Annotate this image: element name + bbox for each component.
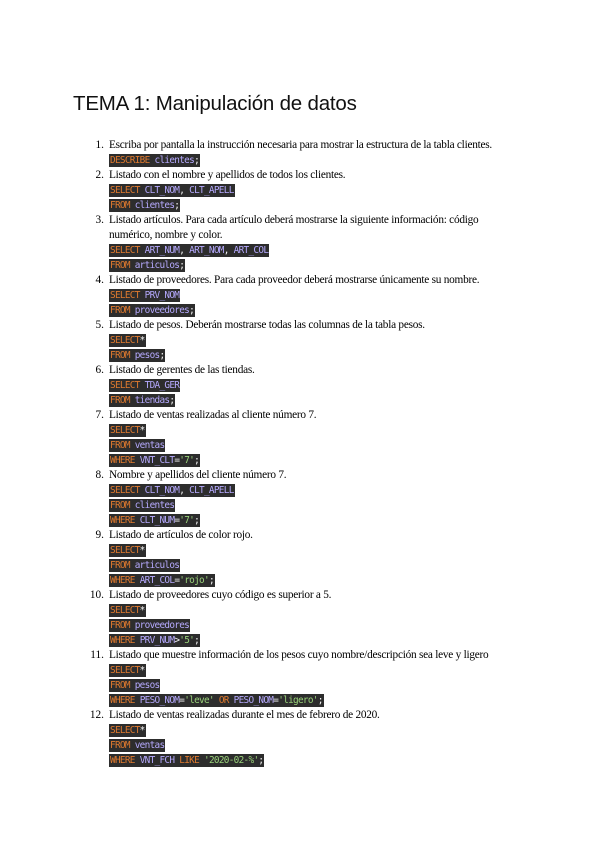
code-line [109,678,600,693]
code-line [109,393,600,408]
exercise-item [0,588,600,648]
sql-operator: * [139,725,145,736]
code-line [109,693,600,708]
code-line [109,573,600,588]
exercise-number: 8. [95,469,104,481]
exercise-item [0,273,600,318]
sql-code-block [109,754,264,767]
sql-identifier: CLT_APELL [189,485,234,496]
exercise-item [0,528,600,588]
code-line [109,258,600,273]
sql-code-block [109,349,165,362]
sql-identifier: PESO_NOM [139,695,180,706]
code-line [109,498,600,513]
sql-operator: ; [208,575,214,586]
sql-keyword: FROM [110,395,130,406]
sql-identifier: TDA_GER [144,380,180,391]
code-line [109,153,600,168]
exercise-number: 7. [95,409,104,421]
sql-operator: ; [194,515,200,526]
exercise-item [0,408,600,468]
sql-keyword: SELECT [110,185,140,196]
exercise-number: 4. [95,274,104,286]
sql-keyword: SELECT [110,380,140,391]
exercise-number: 9. [95,529,104,541]
sql-identifier: CLT_NUM [139,515,175,526]
sql-keyword: FROM [110,560,130,571]
exercise-statement: Listado con el nombre y apellidos de todos los clientes. [109,169,346,181]
code-line [109,558,600,573]
sql-identifier: clientes [134,200,175,211]
sql-operator: , [179,485,190,496]
sql-identifier: proveedores [134,305,190,316]
exercise-number: 6. [95,364,104,376]
sql-code-block [109,259,185,272]
code-line [109,183,600,198]
sql-identifier: VNT_FCH [139,755,175,766]
sql-identifier: ventas [134,740,165,751]
exercise-item [0,138,600,168]
sql-keyword: WHERE [110,635,135,646]
code-line [109,198,600,213]
sql-string: '5' [179,635,195,646]
sql-identifier: PRV_NOM [144,290,180,301]
code-line [109,513,600,528]
sql-string: '2020-02-%' [204,755,259,766]
exercise-number: 12. [89,709,104,721]
sql-operator: = [174,455,180,466]
sql-keyword: FROM [110,680,130,691]
exercise-item [0,213,600,273]
sql-code-block [109,334,146,347]
sql-code-block [109,574,215,587]
code-line [109,753,600,768]
sql-code-block [109,559,180,572]
sql-operator: = [174,515,180,526]
sql-identifier: ventas [134,440,165,451]
sql-operator: , [179,185,190,196]
exercise-statement: Listado de artículos de color rojo. [109,529,253,541]
sql-code-block [109,289,180,302]
sql-operator: , [223,245,234,256]
sql-keyword: SELECT [110,485,140,496]
sql-code-block [109,544,146,557]
sql-keyword: FROM [110,200,130,211]
sql-keyword: WHERE [110,455,135,466]
sql-operator: ; [194,455,200,466]
code-line [109,423,600,438]
exercise-number: 2. [95,169,104,181]
sql-keyword: DESCRIBE [110,155,150,166]
exercise-statement: Listado de gerentes de las tiendas. [109,364,255,376]
exercise-statement: Listado artículos. Para cada artículo deberá mostrarse la siguiente información: código numérico, nombre y color. [109,214,479,241]
sql-keyword: SELECT [110,665,140,676]
sql-code-block [109,634,200,647]
sql-operator: * [139,605,145,616]
page-title: TEMA 1: Manipulación de datos [73,92,357,115]
exercise-statement: Listado de proveedores cuyo código es superior a 5. [109,589,332,601]
sql-code-block [109,184,235,197]
sql-code-block [109,199,180,212]
code-line [109,303,600,318]
sql-keyword: WHERE [110,575,135,586]
sql-keyword: SELECT [110,725,140,736]
sql-string: 'leve' [184,695,214,706]
sql-identifier: CLT_APELL [189,185,234,196]
sql-string: '7' [179,515,195,526]
sql-identifier: ART_NOM [189,245,224,256]
exercise-number: 10. [89,589,104,601]
sql-identifier: pesos [134,350,160,361]
sql-operator: = [174,575,180,586]
exercise-item [0,468,600,528]
sql-keyword: SELECT [110,245,140,256]
sql-code-block [109,454,200,467]
sql-operator: ; [174,200,180,211]
sql-code-block [109,484,235,497]
sql-operator: * [139,665,145,676]
sql-keyword: WHERE [110,755,135,766]
sql-operator: ; [169,395,175,406]
exercise-statement: Listado de ventas realizadas al cliente número 7. [109,409,317,421]
sql-identifier: articulos [134,260,180,271]
code-line [109,723,600,738]
sql-identifier: ART_COL [139,575,175,586]
sql-operator: * [139,335,145,346]
sql-code-block [109,499,175,512]
sql-keyword: WHERE [110,515,135,526]
sql-code-block [109,379,180,392]
code-line [109,438,600,453]
sql-code-block [109,664,146,677]
code-line [109,543,600,558]
code-line [109,483,600,498]
exercise-number: 5. [95,319,104,331]
exercise-statement: Listado que muestre información de los pesos cuyo nombre/descripción sea leve y ligero [109,649,489,661]
sql-operator: ; [317,695,323,706]
sql-operator: = [179,695,185,706]
code-line [109,453,600,468]
sql-code-block [109,304,195,317]
exercise-statement: Escriba por pantalla la instrucción necesaria para mostrar la estructura de la tabla clientes. [109,139,493,151]
sql-code-block [109,739,165,752]
sql-operator: ; [189,305,195,316]
exercise-statement: Listado de proveedores. Para cada proveedor deberá mostrarse únicamente su nombre. [109,274,480,286]
sql-operator: ; [194,635,200,646]
sql-code-block [109,619,190,632]
sql-keyword: FROM [110,260,130,271]
sql-code-block [109,154,200,167]
sql-code-block [109,514,200,527]
sql-identifier: CLT_NOM [144,185,180,196]
sql-identifier: articulos [134,560,180,571]
sql-keyword: FROM [110,440,130,451]
code-line [109,348,600,363]
code-line [109,603,600,618]
code-line [109,378,600,393]
sql-keyword: SELECT [110,290,140,301]
sql-identifier: proveedores [134,620,190,631]
sql-code-block [109,694,324,707]
sql-operator: ; [194,155,200,166]
exercise-statement: Nombre y apellidos del cliente número 7. [109,469,287,481]
sql-keyword: FROM [110,305,130,316]
exercise-item [0,648,600,708]
sql-keyword: SELECT [110,545,140,556]
code-line [109,618,600,633]
sql-identifier: VNT_CLT [139,455,175,466]
exercise-item [0,168,600,213]
sql-identifier: clientes [154,155,195,166]
exercise-number: 1. [95,139,104,151]
sql-string: 'rojo' [179,575,209,586]
sql-code-block [109,604,146,617]
sql-identifier: pesos [134,680,160,691]
exercise-number: 3. [95,214,104,226]
sql-keyword: FROM [110,740,130,751]
sql-keyword: FROM [110,620,130,631]
sql-keyword: FROM [110,350,130,361]
sql-operator: = [273,695,279,706]
sql-keyword: FROM [110,500,130,511]
code-line [109,633,600,648]
exercise-item [0,363,600,408]
sql-identifier: clientes [134,500,175,511]
exercise-item [0,708,600,768]
exercise-number: 11. [90,649,104,661]
sql-identifier: tiendas [134,395,170,406]
code-line [109,333,600,348]
code-line [109,288,600,303]
sql-operator: ; [258,755,264,766]
exercise-statement: Listado de ventas realizadas durante el mes de febrero de 2020. [109,709,380,721]
exercise-list [0,138,600,768]
sql-keyword: WHERE [110,695,135,706]
sql-operator: > [174,635,180,646]
code-line [109,738,600,753]
sql-code-block [109,244,269,257]
sql-operator: * [139,425,145,436]
sql-identifier: PESO_NOM [233,695,274,706]
sql-identifier: PRV_NUM [139,635,175,646]
sql-operator: , [179,245,190,256]
sql-keyword: SELECT [110,335,140,346]
sql-code-block [109,439,165,452]
sql-keyword: OR [218,695,229,706]
exercise-item [0,318,600,363]
sql-keyword: SELECT [110,605,140,616]
sql-identifier: ART_COL [233,245,269,256]
sql-operator: ; [159,350,165,361]
sql-string: 'ligero' [278,695,318,706]
sql-operator: * [139,545,145,556]
sql-code-block [109,724,146,737]
sql-identifier: CLT_NOM [144,485,180,496]
sql-operator: ; [179,260,185,271]
sql-code-block [109,679,160,692]
code-line [109,663,600,678]
sql-string: '7' [179,455,195,466]
sql-code-block [109,424,146,437]
sql-keyword: LIKE [179,755,200,766]
sql-code-block [109,394,175,407]
exercise-statement: Listado de pesos. Deberán mostrarse todas las columnas de la tabla pesos. [109,319,425,331]
sql-identifier: ART_NUM [144,245,180,256]
sql-keyword: SELECT [110,425,140,436]
code-line [109,243,600,258]
